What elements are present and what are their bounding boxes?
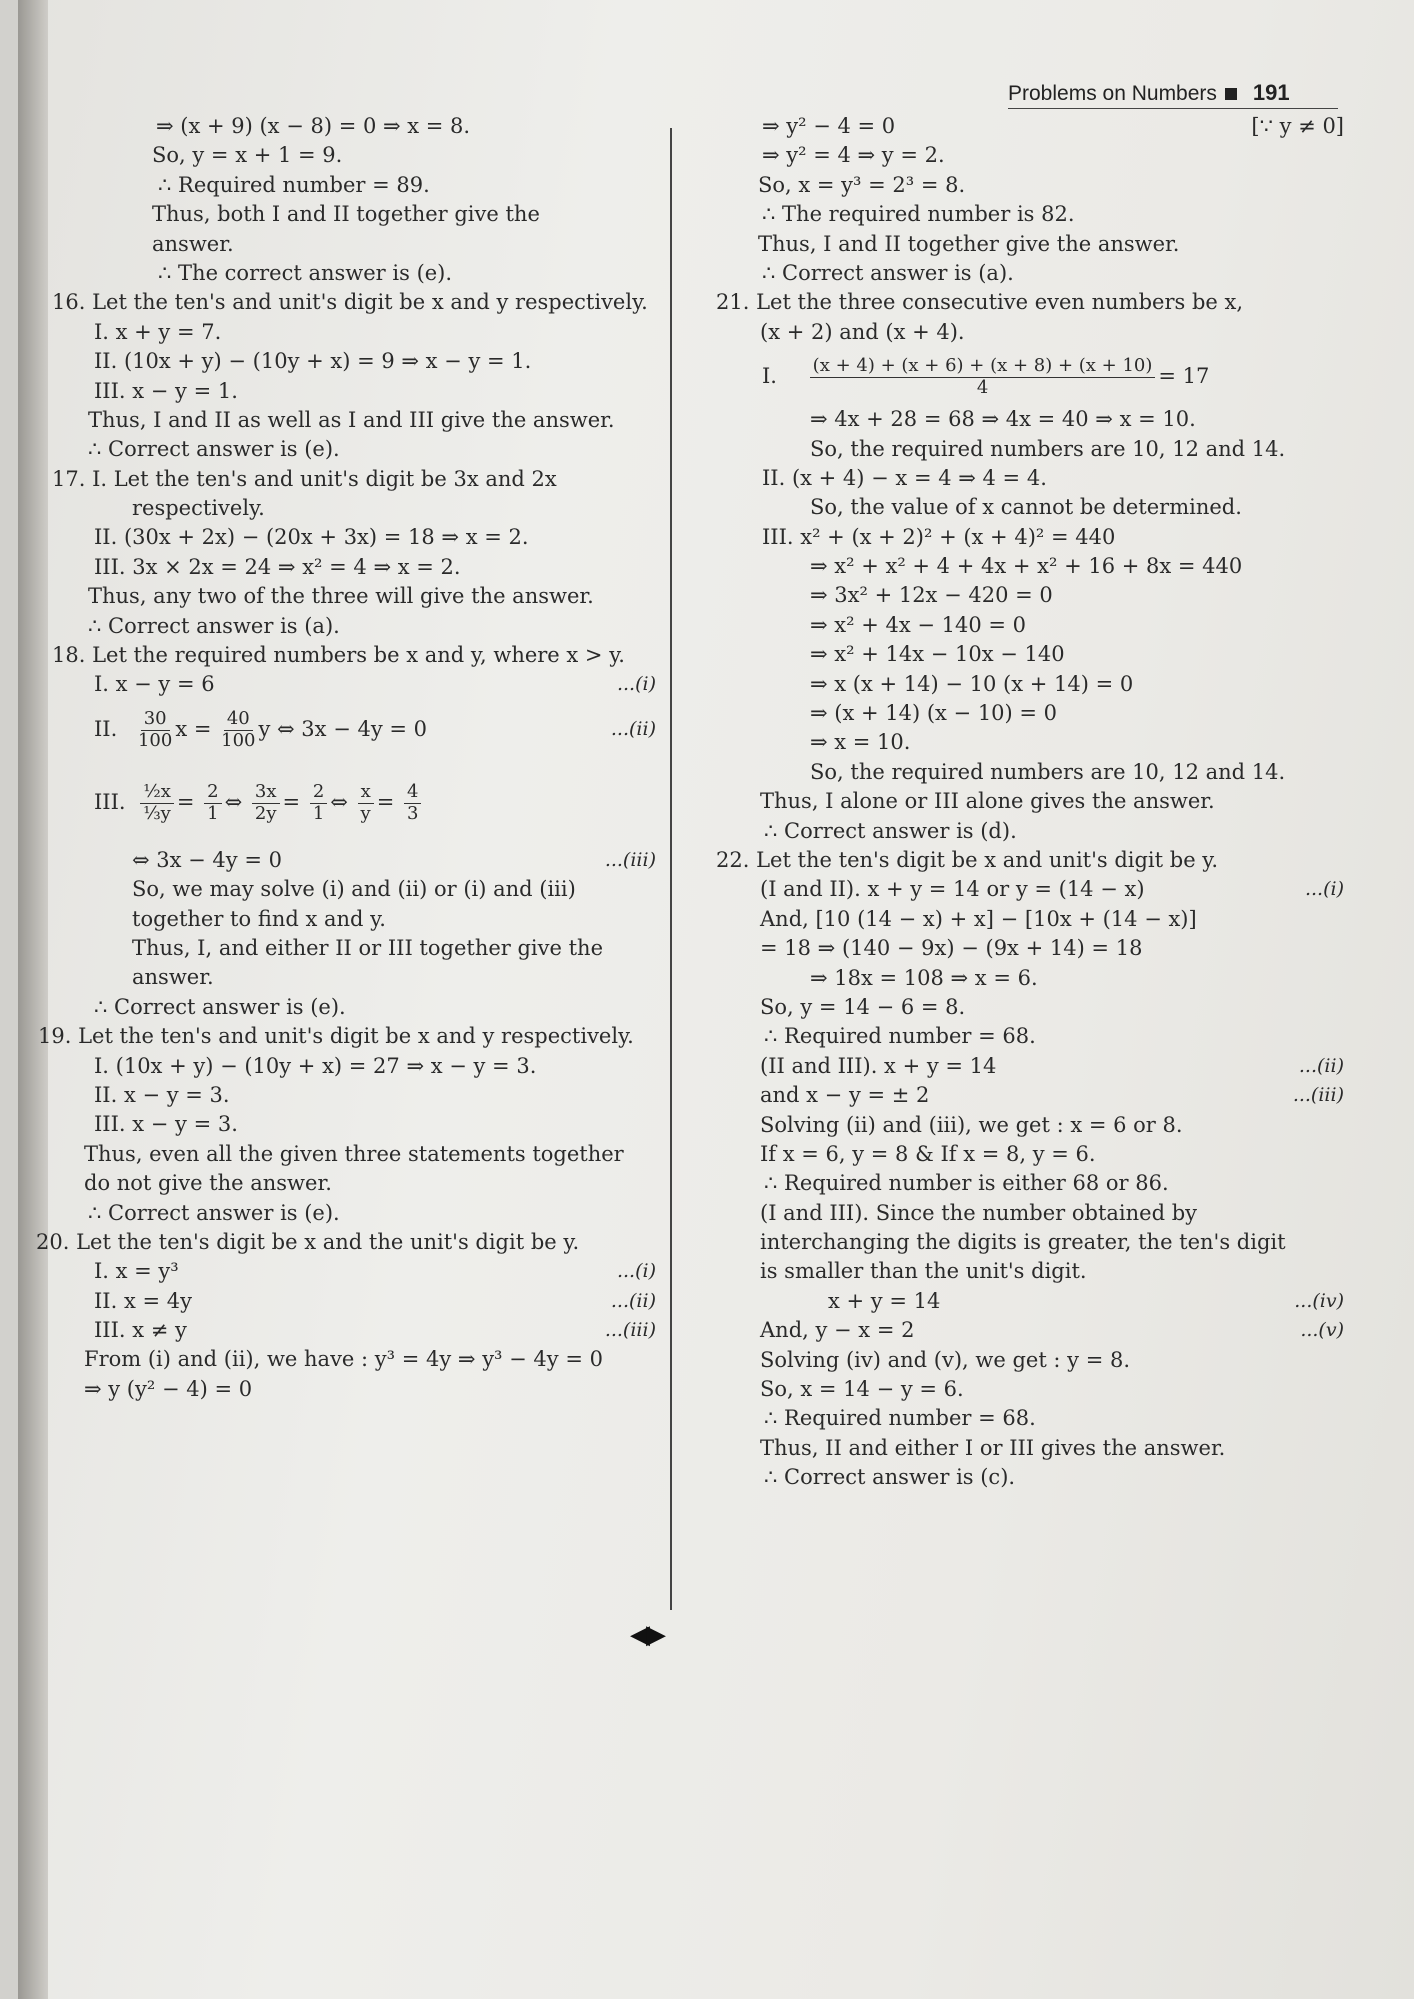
text-line: ∴ Required number = 89. (158, 172, 430, 197)
equation-tag: ...(iii) (604, 1319, 656, 1342)
text-line: = 18 ⇒ (140 − 9x) − (9x + 14) = 18 (760, 936, 1143, 961)
equation-tag: ...(i) (616, 1260, 656, 1283)
formula-label: II. (94, 716, 118, 741)
text-line (28, 846, 656, 875)
fraction (204, 782, 221, 824)
text-line: (x + 2) and (x + 4). (760, 319, 965, 344)
equation-tag: ...(v) (1300, 1319, 1344, 1342)
numerator: 30 (141, 709, 170, 731)
statement-text: ⇒ y² − 4 = 0 (762, 114, 896, 138)
denominator: 1 (312, 802, 325, 824)
fraction (810, 356, 1156, 398)
answer-line: ∴ Correct answer is (c). (764, 1465, 1016, 1490)
formula-line (28, 758, 656, 846)
text-line: Solving (ii) and (iii), we get : x = 6 or 8. (760, 1112, 1183, 1137)
text-line: So, the value of x cannot be determined. (810, 495, 1242, 520)
equation-tag: ...(iii) (604, 848, 656, 871)
formula-label: I. (762, 364, 777, 389)
text-line: answer. (132, 965, 214, 990)
formula-text: y ⇔ 3x − 4y = 0 (258, 716, 427, 741)
text-line: ⇒ y² = 4 ⇒ y = 2. (762, 143, 945, 168)
text-line: And, [10 (14 − x) + x] − [10x + (14 − x)] (760, 906, 1197, 931)
text-line: ⇒ x² + 14x − 10x − 140 (810, 642, 1065, 667)
text-line: respectively. (132, 496, 265, 521)
formula-label: III. (94, 789, 126, 814)
text-line: (I and III). Since the number obtained by (760, 1200, 1198, 1225)
text-line: Thus, I, and either II or III together give the (132, 935, 604, 960)
equation-tag: ...(i) (1304, 878, 1344, 901)
text-line: So, y = 14 − 6 = 8. (760, 994, 966, 1019)
text-line: So, the required numbers are 10, 12 and 14. (810, 759, 1286, 784)
text-line: ⇒ (x + 14) (x − 10) = 0 (810, 701, 1058, 726)
text-line: ⇒ x² + 4x − 140 = 0 (810, 612, 1027, 637)
question-17: 17. I. Let the ten's and unit's digit be 3x and 2x (52, 466, 557, 491)
square-bullet-icon (1225, 88, 1237, 100)
equation-tag: ...(i) (616, 673, 656, 696)
statement-text: ⇔ 3x − 4y = 0 (132, 847, 282, 872)
text-line: So, x = 14 − y = 6. (760, 1377, 964, 1402)
text-line: III. x² + (x + 2)² + (x + 4)² = 440 (762, 524, 1116, 549)
denominator: 2y (254, 802, 277, 824)
text-line (694, 875, 1344, 904)
denominator: 100 (221, 729, 256, 751)
text-line (694, 112, 1344, 141)
text-line: ⇒ (x + 9) (x − 8) = 0 ⇒ x = 8. (156, 114, 471, 138)
fraction (404, 782, 421, 824)
numerator: 3x (252, 782, 280, 804)
equation-tag: ...(ii) (610, 1289, 656, 1312)
text-line: Thus, even all the given three statements together (84, 1141, 624, 1166)
text-line: ⇒ x² + x² + 4 + 4x + x² + 16 + 8x = 440 (810, 554, 1243, 579)
answer-line: ∴ Correct answer is (e). (88, 437, 340, 462)
text-line: III. x − y = 3. (94, 1112, 238, 1137)
page-nav-arrows-icon: ◀▶ (630, 1620, 662, 1650)
text-line: So, we may solve (i) and (ii) or (i) and (iii) (132, 877, 576, 902)
text-line: So, y = x + 1 = 9. (152, 143, 343, 168)
statement-text: II. x = 4y (94, 1288, 192, 1313)
formula-text: = 17 (1158, 364, 1210, 389)
text-line: So, the required numbers are 10, 12 and 14. (810, 436, 1286, 461)
formula-text: = (282, 789, 301, 814)
statement-text: I. x = y³ (94, 1259, 179, 1284)
text-line (28, 670, 656, 699)
header-title: Problems on Numbers (1008, 82, 1217, 105)
equation-tag: ...(iii) (1292, 1084, 1344, 1107)
text-line: do not give the answer. (84, 1171, 332, 1196)
text-line: ⇒ y (y² − 4) = 0 (84, 1376, 253, 1401)
text-line: III. x − y = 1. (94, 378, 238, 403)
answer-line: ∴ Correct answer is (a). (88, 613, 340, 638)
running-header (1008, 80, 1338, 109)
text-line: answer. (152, 231, 234, 256)
statement-text: (II and III). x + y = 14 (760, 1053, 997, 1078)
answer-line: ∴ Correct answer is (a). (762, 260, 1014, 285)
text-line (694, 1052, 1344, 1081)
fraction (310, 782, 327, 824)
numerator: x (358, 782, 374, 804)
denominator: y (360, 802, 371, 824)
denominator: 4 (976, 377, 989, 399)
text-line: Thus, II and either I or III gives the answer. (760, 1435, 1226, 1460)
numerator: (x + 4) + (x + 6) + (x + 8) + (x + 10) (810, 356, 1156, 378)
statement-text: III. x ≠ y (94, 1318, 187, 1343)
text-line: Thus, any two of the three will give the answer. (88, 584, 594, 609)
text-line: I. x + y = 7. (94, 319, 222, 344)
text-line: ⇒ 4x + 28 = 68 ⇒ 4x = 40 ⇒ x = 10. (810, 407, 1196, 432)
text-line (28, 1287, 656, 1316)
text-line: ⇒ 18x = 108 ⇒ x = 6. (810, 965, 1038, 990)
column-divider (670, 128, 672, 1610)
numerator: ½x (140, 782, 174, 804)
text-line: ⇒ 3x² + 12x − 420 = 0 (810, 583, 1053, 608)
statement-text: I. x − y = 6 (94, 672, 215, 697)
denominator: 3 (407, 802, 419, 824)
numerator: 2 (204, 782, 221, 804)
text-line: Thus, I and II as well as I and III give the answer. (88, 407, 615, 432)
question-16: 16. Let the ten's and unit's digit be x and y respectively. (52, 290, 648, 315)
equation-tag: ...(iv) (1294, 1289, 1344, 1312)
text-line (28, 1316, 656, 1345)
left-column (28, 112, 656, 1404)
fraction (140, 782, 174, 824)
text-line: II. (30x + 2x) − (20x + 3x) = 18 ⇒ x = 2. (94, 525, 529, 550)
fraction (138, 709, 172, 751)
text-line (694, 1316, 1344, 1345)
answer-line: ∴ Correct answer is (e). (94, 994, 346, 1019)
numerator: 40 (224, 709, 253, 731)
text-line: interchanging the digits is greater, the ten's digit (760, 1230, 1286, 1255)
equation-tag: ...(ii) (1298, 1054, 1344, 1077)
answer-line: ∴ The correct answer is (e). (158, 260, 453, 285)
question-20: 20. Let the ten's digit be x and the unit's digit be y. (36, 1229, 580, 1254)
statement-text: and x − y = ± 2 (760, 1083, 930, 1108)
text-line: together to find x and y. (132, 906, 386, 931)
text-line: Thus, I alone or III alone gives the answer. (760, 789, 1215, 814)
book-page (18, 0, 1414, 1999)
numerator: 4 (404, 782, 421, 804)
text-line: ∴ Required number = 68. (764, 1024, 1036, 1049)
answer-line: ∴ Correct answer is (d). (764, 818, 1017, 843)
text-line: ∴ Required number = 68. (764, 1406, 1036, 1431)
question-21: 21. Let the three consecutive even numbers be x, (716, 290, 1244, 315)
text-line: Thus, both I and II together give the (152, 202, 540, 227)
text-line: is smaller than the unit's digit. (760, 1259, 1087, 1284)
text-line: I. (10x + y) − (10y + x) = 27 ⇒ x − y = 3. (94, 1053, 537, 1078)
formula-text: x = (175, 716, 212, 741)
formula-text: = (376, 789, 395, 814)
text-line: ∴ The required number is 82. (762, 202, 1075, 227)
text-line (28, 1257, 656, 1286)
text-line: II. (10x + y) − (10y + x) = 9 ⇒ x − y = 1. (94, 349, 532, 374)
equation-tag: ...(ii) (610, 717, 656, 740)
question-22: 22. Let the ten's digit be x and unit's digit be y. (716, 847, 1219, 872)
page-number: 191 (1252, 80, 1290, 105)
text-line: III. 3x × 2x = 24 ⇒ x² = 4 ⇒ x = 2. (94, 554, 461, 579)
text-line: ∴ Required number is either 68 or 86. (764, 1171, 1169, 1196)
text-line: Solving (iv) and (v), we get : y = 8. (760, 1347, 1131, 1372)
fraction (252, 782, 280, 824)
formula-line (694, 347, 1344, 405)
formula-text: = (176, 789, 195, 814)
text-line: ⇒ x = 10. (810, 730, 911, 755)
text-line: II. x − y = 3. (94, 1082, 230, 1107)
denominator: ⅓y (143, 802, 171, 824)
text-line: If x = 6, y = 8 & If x = 8, y = 6. (760, 1141, 1096, 1166)
condition-note: [∵ y ≠ 0] (1251, 114, 1344, 138)
formula-text: ⇔ (330, 789, 348, 814)
denominator: 100 (137, 729, 173, 751)
statement-text: And, y − x = 2 (760, 1318, 915, 1343)
text-line: ⇒ x (x + 14) − 10 (x + 14) = 0 (810, 671, 1134, 696)
right-column (694, 112, 1344, 1493)
question-18: 18. Let the required numbers be x and y, where x > y. (52, 643, 625, 668)
answer-line: ∴ Correct answer is (e). (88, 1200, 340, 1225)
text-line: Thus, I and II together give the answer. (758, 231, 1180, 256)
statement-text: (I and II). x + y = 14 or y = (14 − x) (760, 877, 1145, 902)
formula-line (28, 700, 656, 758)
formula-text: ⇔ (224, 789, 243, 814)
text-line: II. (x + 4) − x = 4 ⇒ 4 = 4. (762, 465, 1047, 490)
denominator: 1 (207, 802, 219, 824)
statement-text: x + y = 14 (828, 1288, 941, 1313)
question-19: 19. Let the ten's and unit's digit be x and y respectively. (38, 1024, 634, 1049)
text-line (694, 1287, 1344, 1316)
text-line (694, 1081, 1344, 1110)
fraction (358, 782, 374, 824)
text-line: From (i) and (ii), we have : y³ = 4y ⇒ y³ − 4y = 0 (84, 1347, 603, 1372)
text-line: So, x = y³ = 2³ = 8. (758, 172, 966, 197)
numerator: 2 (310, 782, 327, 804)
fraction (221, 709, 255, 751)
